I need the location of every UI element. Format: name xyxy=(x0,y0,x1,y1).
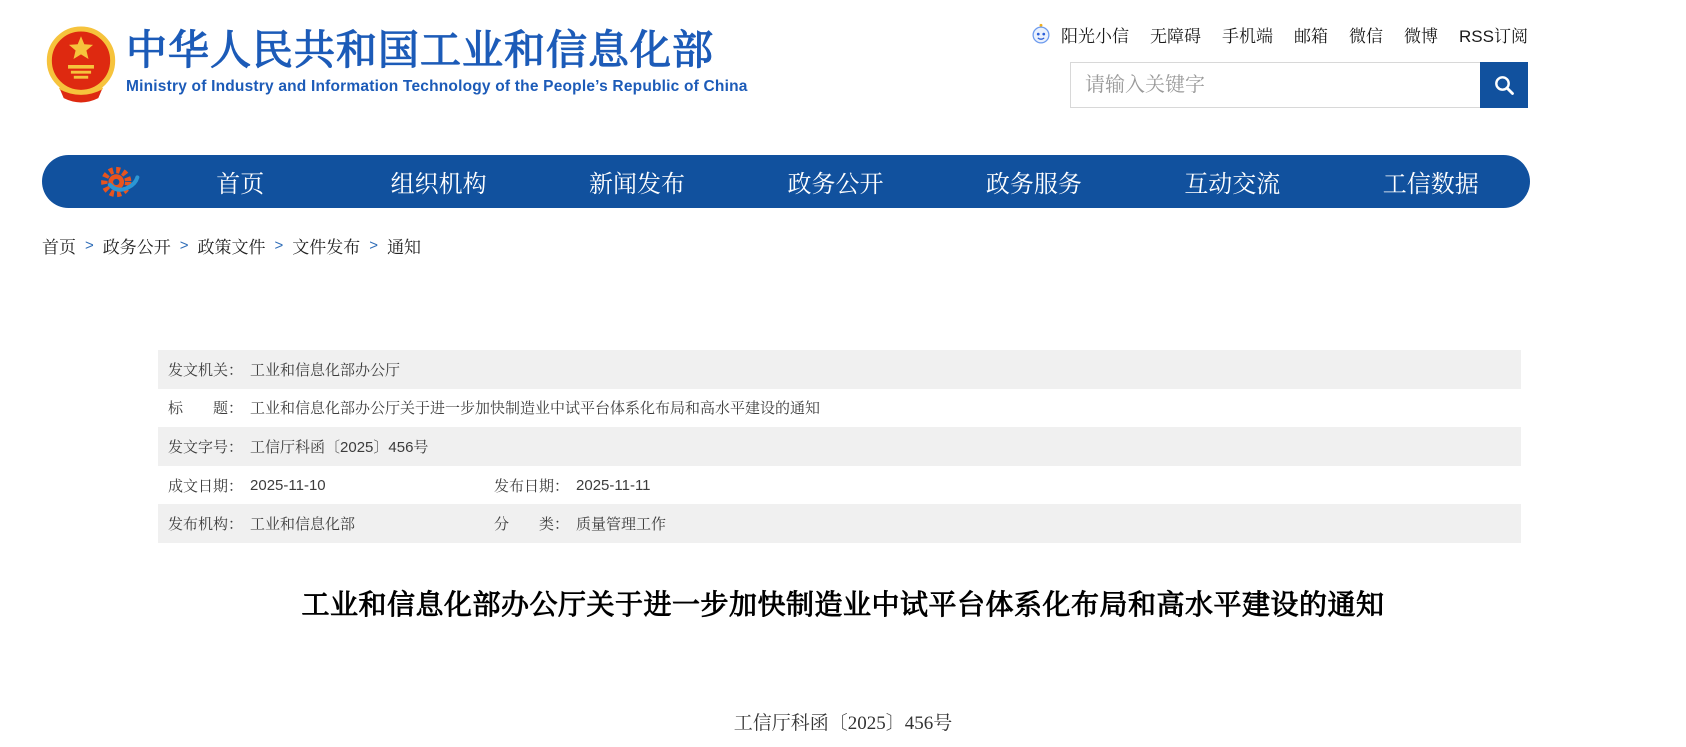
nav-item-6[interactable]: 互动交流 xyxy=(1184,171,1281,198)
meta-label: 发布机构： xyxy=(168,516,244,534)
meta-cell xyxy=(168,436,428,457)
meta-cell xyxy=(168,513,494,534)
utility-link-7[interactable]: RSS订阅 xyxy=(1459,27,1528,46)
breadcrumb xyxy=(42,233,421,258)
utility-link-2[interactable]: 无障碍 xyxy=(1150,27,1202,46)
meta-label: 发文机关： xyxy=(168,361,244,379)
meta-label: 标 题： xyxy=(168,400,244,418)
meta-cell xyxy=(168,475,494,496)
meta-label: 分 类： xyxy=(494,516,570,534)
site-title-block xyxy=(126,26,748,96)
utility-links-row xyxy=(1030,22,1528,47)
meta-cell xyxy=(168,359,400,380)
meta-value: 质量管理工作 xyxy=(576,516,667,534)
utility-link-1[interactable]: 阳光小信 xyxy=(1061,27,1130,46)
meta-label: 发文字号： xyxy=(168,438,244,456)
meta-value: 工信厅科函〔2025〕456号 xyxy=(250,438,429,456)
robot-assistant-icon xyxy=(1030,23,1052,47)
meta-cell xyxy=(494,513,666,534)
search-input[interactable] xyxy=(1071,63,1480,107)
search-button[interactable] xyxy=(1480,62,1528,108)
site-subtitle: Ministry of Industry and Information Technology of the People’s Republic of China xyxy=(126,78,748,96)
meta-cell xyxy=(168,397,820,418)
main-nav xyxy=(42,155,1530,208)
meta-row xyxy=(158,350,1521,389)
breadcrumb-item-1[interactable]: 首页 xyxy=(42,238,76,257)
meta-row xyxy=(158,427,1521,466)
breadcrumb-item-5[interactable]: 通知 xyxy=(387,238,422,257)
nav-item-4[interactable]: 政务公开 xyxy=(787,171,884,198)
search-box xyxy=(1070,62,1528,108)
miit-gear-logo-icon xyxy=(97,160,141,204)
nav-item-1[interactable]: 首页 xyxy=(216,171,265,198)
meta-value: 工业和信息化部办公厅 xyxy=(250,361,401,379)
utility-link-6[interactable]: 微博 xyxy=(1404,27,1439,46)
article-title: 工业和信息化部办公厅关于进一步加快制造业中试平台体系化布局和高水平建设的通知 xyxy=(301,589,1385,620)
meta-row xyxy=(158,466,1521,505)
utility-link-3[interactable]: 手机端 xyxy=(1222,27,1274,46)
breadcrumb-item-4[interactable]: 文件发布 xyxy=(292,238,361,257)
breadcrumb-item-3[interactable]: 政策文件 xyxy=(197,238,266,257)
meta-label: 发布日期： xyxy=(494,477,570,495)
breadcrumb-separator: > xyxy=(85,237,94,254)
meta-value: 2025-11-11 xyxy=(576,476,651,494)
meta-value: 2025-11-10 xyxy=(250,476,326,494)
search-icon xyxy=(1492,73,1516,97)
nav-item-2[interactable]: 组织机构 xyxy=(390,171,487,198)
nav-item-3[interactable]: 新闻发布 xyxy=(589,171,686,198)
meta-label: 成文日期： xyxy=(168,477,244,495)
nav-item-5[interactable]: 政务服务 xyxy=(985,171,1082,198)
site-title: 中华人民共和国工业和信息化部 xyxy=(126,27,714,73)
national-emblem-logo xyxy=(45,24,117,106)
meta-row xyxy=(158,389,1521,428)
breadcrumb-separator: > xyxy=(274,237,284,254)
meta-value: 工业和信息化部办公厅关于进一步加快制造业中试平台体系化布局和高水平建设的通知 xyxy=(250,400,821,418)
breadcrumb-item-2[interactable]: 政务公开 xyxy=(102,238,171,257)
meta-value: 工业和信息化部 xyxy=(250,516,356,534)
meta-row xyxy=(158,504,1521,543)
utility-links xyxy=(1061,22,1528,47)
document-meta-table xyxy=(158,350,1521,543)
meta-cell xyxy=(494,475,651,496)
utility-link-5[interactable]: 微信 xyxy=(1349,27,1384,46)
breadcrumb-separator: > xyxy=(179,237,189,254)
nav-item-7[interactable]: 工信数据 xyxy=(1382,171,1479,198)
nav-items xyxy=(141,155,1530,208)
breadcrumb-separator: > xyxy=(369,237,379,254)
document-number: 工信厅科函〔2025〕456号 xyxy=(733,713,953,734)
utility-link-4[interactable]: 邮箱 xyxy=(1294,27,1329,46)
